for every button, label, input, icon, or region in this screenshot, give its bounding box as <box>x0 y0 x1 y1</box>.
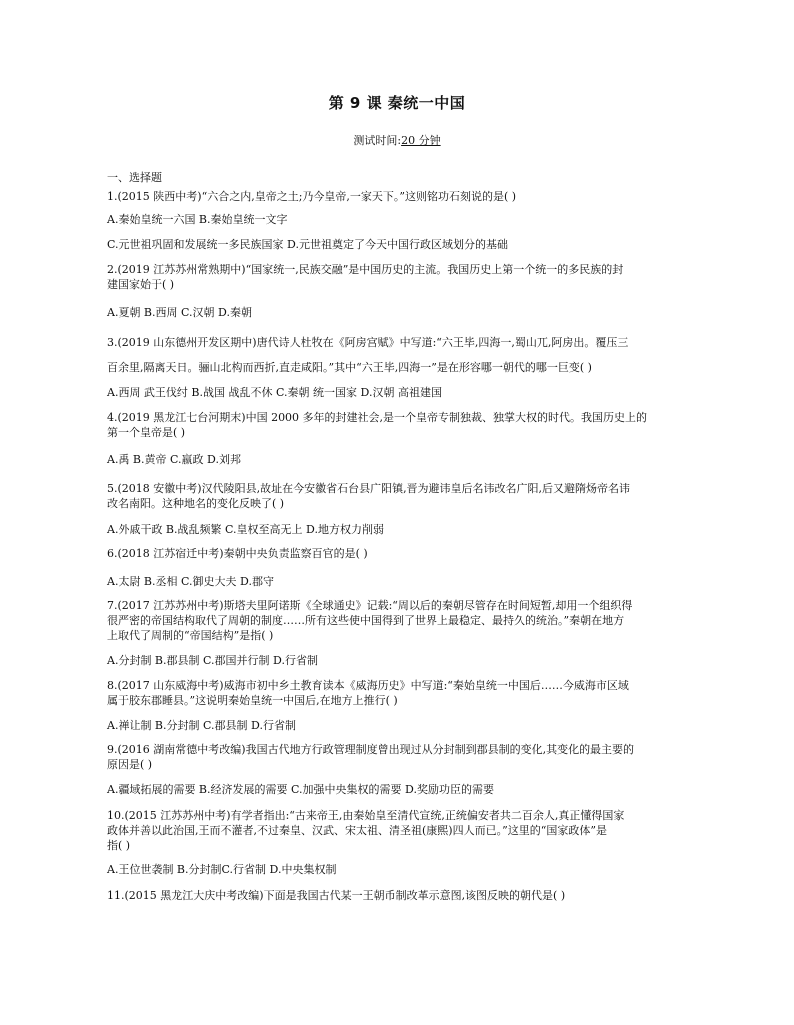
question-5-text-1: 5.(2018 安徽中考)汉代陵阳县,故址在今安徽省石台县广阳镇,晋为避讳皇后名讳改名广阳,后又避隋炀帝名讳 <box>107 482 631 495</box>
question-4-options: A.禹 B.黄帝 C.嬴政 D.刘邦 <box>107 453 241 466</box>
question-10-text-3: 指( ) <box>107 839 131 852</box>
question-9-text-2: 原因是( ) <box>107 758 153 771</box>
question-10-text-2: 政体并善以此治国,王而不灌者,不过秦皇、汉武、宋太祖、清圣祖(康熙)四人而已。”这里的“国家政体”是 <box>107 824 607 837</box>
question-5-text-2: 改名南阳。这种地名的变化反映了( ) <box>107 497 285 510</box>
question-4-text-1: 4.(2019 黑龙江七台河期末)中国 2000 多年的封建社会,是一个皇帝专制独裁、独掌大权的时代。我国历史上的 <box>107 411 648 424</box>
question-2-options: A.夏朝 B.西周 C.汉朝 D.秦朝 <box>107 306 252 319</box>
question-9-options: A.疆域拓展的需要 B.经济发展的需要 C.加强中央集权的需要 D.奖励功臣的需要 <box>107 783 494 796</box>
question-1-text: 1.(2015 陕西中考)“六合之内,皇帝之土;乃今皇帝,一家天下。”这则铭功石刻说的是( ) <box>107 190 517 203</box>
question-3-text-1: 3.(2019 山东德州开发区期中)唐代诗人杜牧在《阿房宫赋》中写道:“六王毕,四海一,蜀山兀,阿房出。覆压三 <box>107 336 629 349</box>
question-9-text-1: 9.(2016 湖南常德中考改编)我国古代地方行政管理制度曾出现过从分封制到郡县制的变化,其变化的最主要的 <box>107 743 635 756</box>
question-2-text-1: 2.(2019 江苏苏州常熟期中)“国家统一,民族交融”是中国历史的主流。我国历史上第一个统一的多民族的封 <box>107 263 624 276</box>
question-1-options-1: A.秦始皇统一六国 B.秦始皇统一文字 <box>107 213 288 226</box>
question-3-options: A.西周 武王伐纣 B.战国 战乱不休 C.秦朝 统一国家 D.汉朝 高祖建国 <box>107 386 442 399</box>
question-7-text-2: 很严密的帝国结构取代了周朝的制度……所有这些使中国得到了世界上最稳定、最持久的统治。”秦朝在地方 <box>107 614 625 627</box>
test-time-label: 测试时间: <box>353 134 402 147</box>
test-time <box>0 132 794 148</box>
question-10-text-1: 10.(2015 江苏苏州中考)有学者指出:“古来帝王,由秦始皇至清代宣统,正统偏安者共二百余人,真正懂得国家 <box>107 809 625 822</box>
question-6-text: 6.(2018 江苏宿迁中考)秦朝中央负责监察百官的是( ) <box>107 547 368 560</box>
question-8-text-1: 8.(2017 山东威海中考)威海市初中乡土教育读本《威海历史》中写道:“秦始皇统一中国后……今威海市区域 <box>107 679 629 692</box>
page-title: 第 9 课 秦统一中国 <box>328 94 466 112</box>
question-11-text: 11.(2015 黑龙江大庆中考改编)下面是我国古代某一王朝币制改革示意图,该图反映的朝代是( ) <box>107 889 566 902</box>
question-7-options: A.分封制 B.郡县制 C.郡国并行制 D.行省制 <box>107 654 318 667</box>
question-3-text-2: 百余里,隔离天日。骊山北构而西折,直走咸阳。”其中“六王毕,四海一”是在形容哪一朝代的哪一巨变( ) <box>107 361 592 374</box>
question-7-text-1: 7.(2017 江苏苏州中考)斯塔夫里阿诺斯《全球通史》记载:“周以后的秦朝尽管存在时间短暂,却用一个组织得 <box>107 599 633 612</box>
section-heading: 一、选择题 <box>107 171 162 184</box>
question-7-text-3: 上取代了周制的“帝国结构”是指( ) <box>107 629 274 642</box>
question-2-text-2: 建国家始于( ) <box>107 278 175 291</box>
question-8-text-2: 属于胶东郡睡县。”这说明秦始皇统一中国后,在地方上推行( ) <box>107 694 398 707</box>
test-time-value: 20 分钟 <box>401 134 441 147</box>
question-1-options-2: C.元世祖巩固和发展统一多民族国家 D.元世祖奠定了今天中国行政区域划分的基础 <box>107 238 508 251</box>
question-8-options: A.禅让制 B.分封制 C.郡县制 D.行省制 <box>107 719 296 732</box>
question-5-options: A.外戚干政 B.战乱频繁 C.皇权至高无上 D.地方权力削弱 <box>107 523 384 536</box>
question-6-options: A.太尉 B.丞相 C.御史大夫 D.郡守 <box>107 575 274 588</box>
question-4-text-2: 第一个皇帝是( ) <box>107 426 186 439</box>
question-10-options: A.王位世袭制 B.分封制C.行省制 D.中央集权制 <box>107 863 337 876</box>
